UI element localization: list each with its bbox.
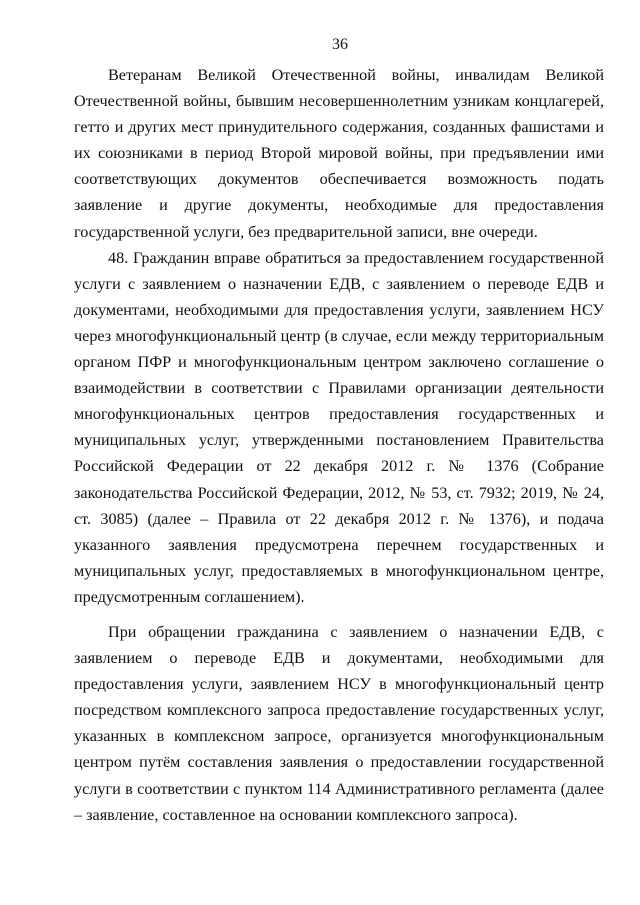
document-body xyxy=(74,62,604,828)
paragraph-item-48: 48. Гражданин вправе обратиться за предоставлением государственной услуги с заявлением о назначении ЕДВ, с заявлением о переводе ЕДВ и документами, необходимыми для предоставления услуги, заявлением НСУ через многофункциональный центр (в случае, если между территориальным органом ПФР и многофункциональным центром заключено соглашение о взаимодействии в соответствии с Правилами организации деятельности многофункциональных центров предоставления государственных и муниципальных услуг, утвержденными постановлением Правительства Российской Федерации от 22 декабря 2012 г. № 1376 (Собрание законодательства Российской Федерации, 2012, № 53, ст. 7932; 2019, № 24, ст. 3085) (далее – Правила от 22 декабря 2012 г. № 1376), и подача указанного заявления предусмотрена перечнем государственных и муниципальных услуг, предоставляемых в многофункциональном центре, предусмотренным соглашением). xyxy=(74,248,604,606)
paragraph-complex-request: При обращении гражданина с заявлением о назначении ЕДВ, с заявлением о переводе ЕДВ и документами, необходимыми для предоставления услуги, заявлением НСУ в многофункциональный центр посредством комплексного запроса предоставление государственных услуг, указанных в комплексном запросе, организуется многофункциональным центром путём составления заявления о предоставлении государственной услуги в соответствии с пунктом 114 Административного регламента (далее – заявление, составленное на основании комплексного запроса). xyxy=(74,622,604,824)
paragraph-veterans-priority: Ветеранам Великой Отечественной войны, инвалидам Великой Отечественной войны, бывшим несовершеннолетним узникам концлагерей, гетто и других мест принудительного содержания, созданных фашистами и их союзниками в период Второй мировой войны, при предъявлении ими соответствующих документов обеспечивается возможность подать заявление и другие документы, необходимые для предоставления государственной услуги, без предварительной записи, вне очереди. xyxy=(74,66,604,241)
page-number: 36 xyxy=(332,36,348,53)
